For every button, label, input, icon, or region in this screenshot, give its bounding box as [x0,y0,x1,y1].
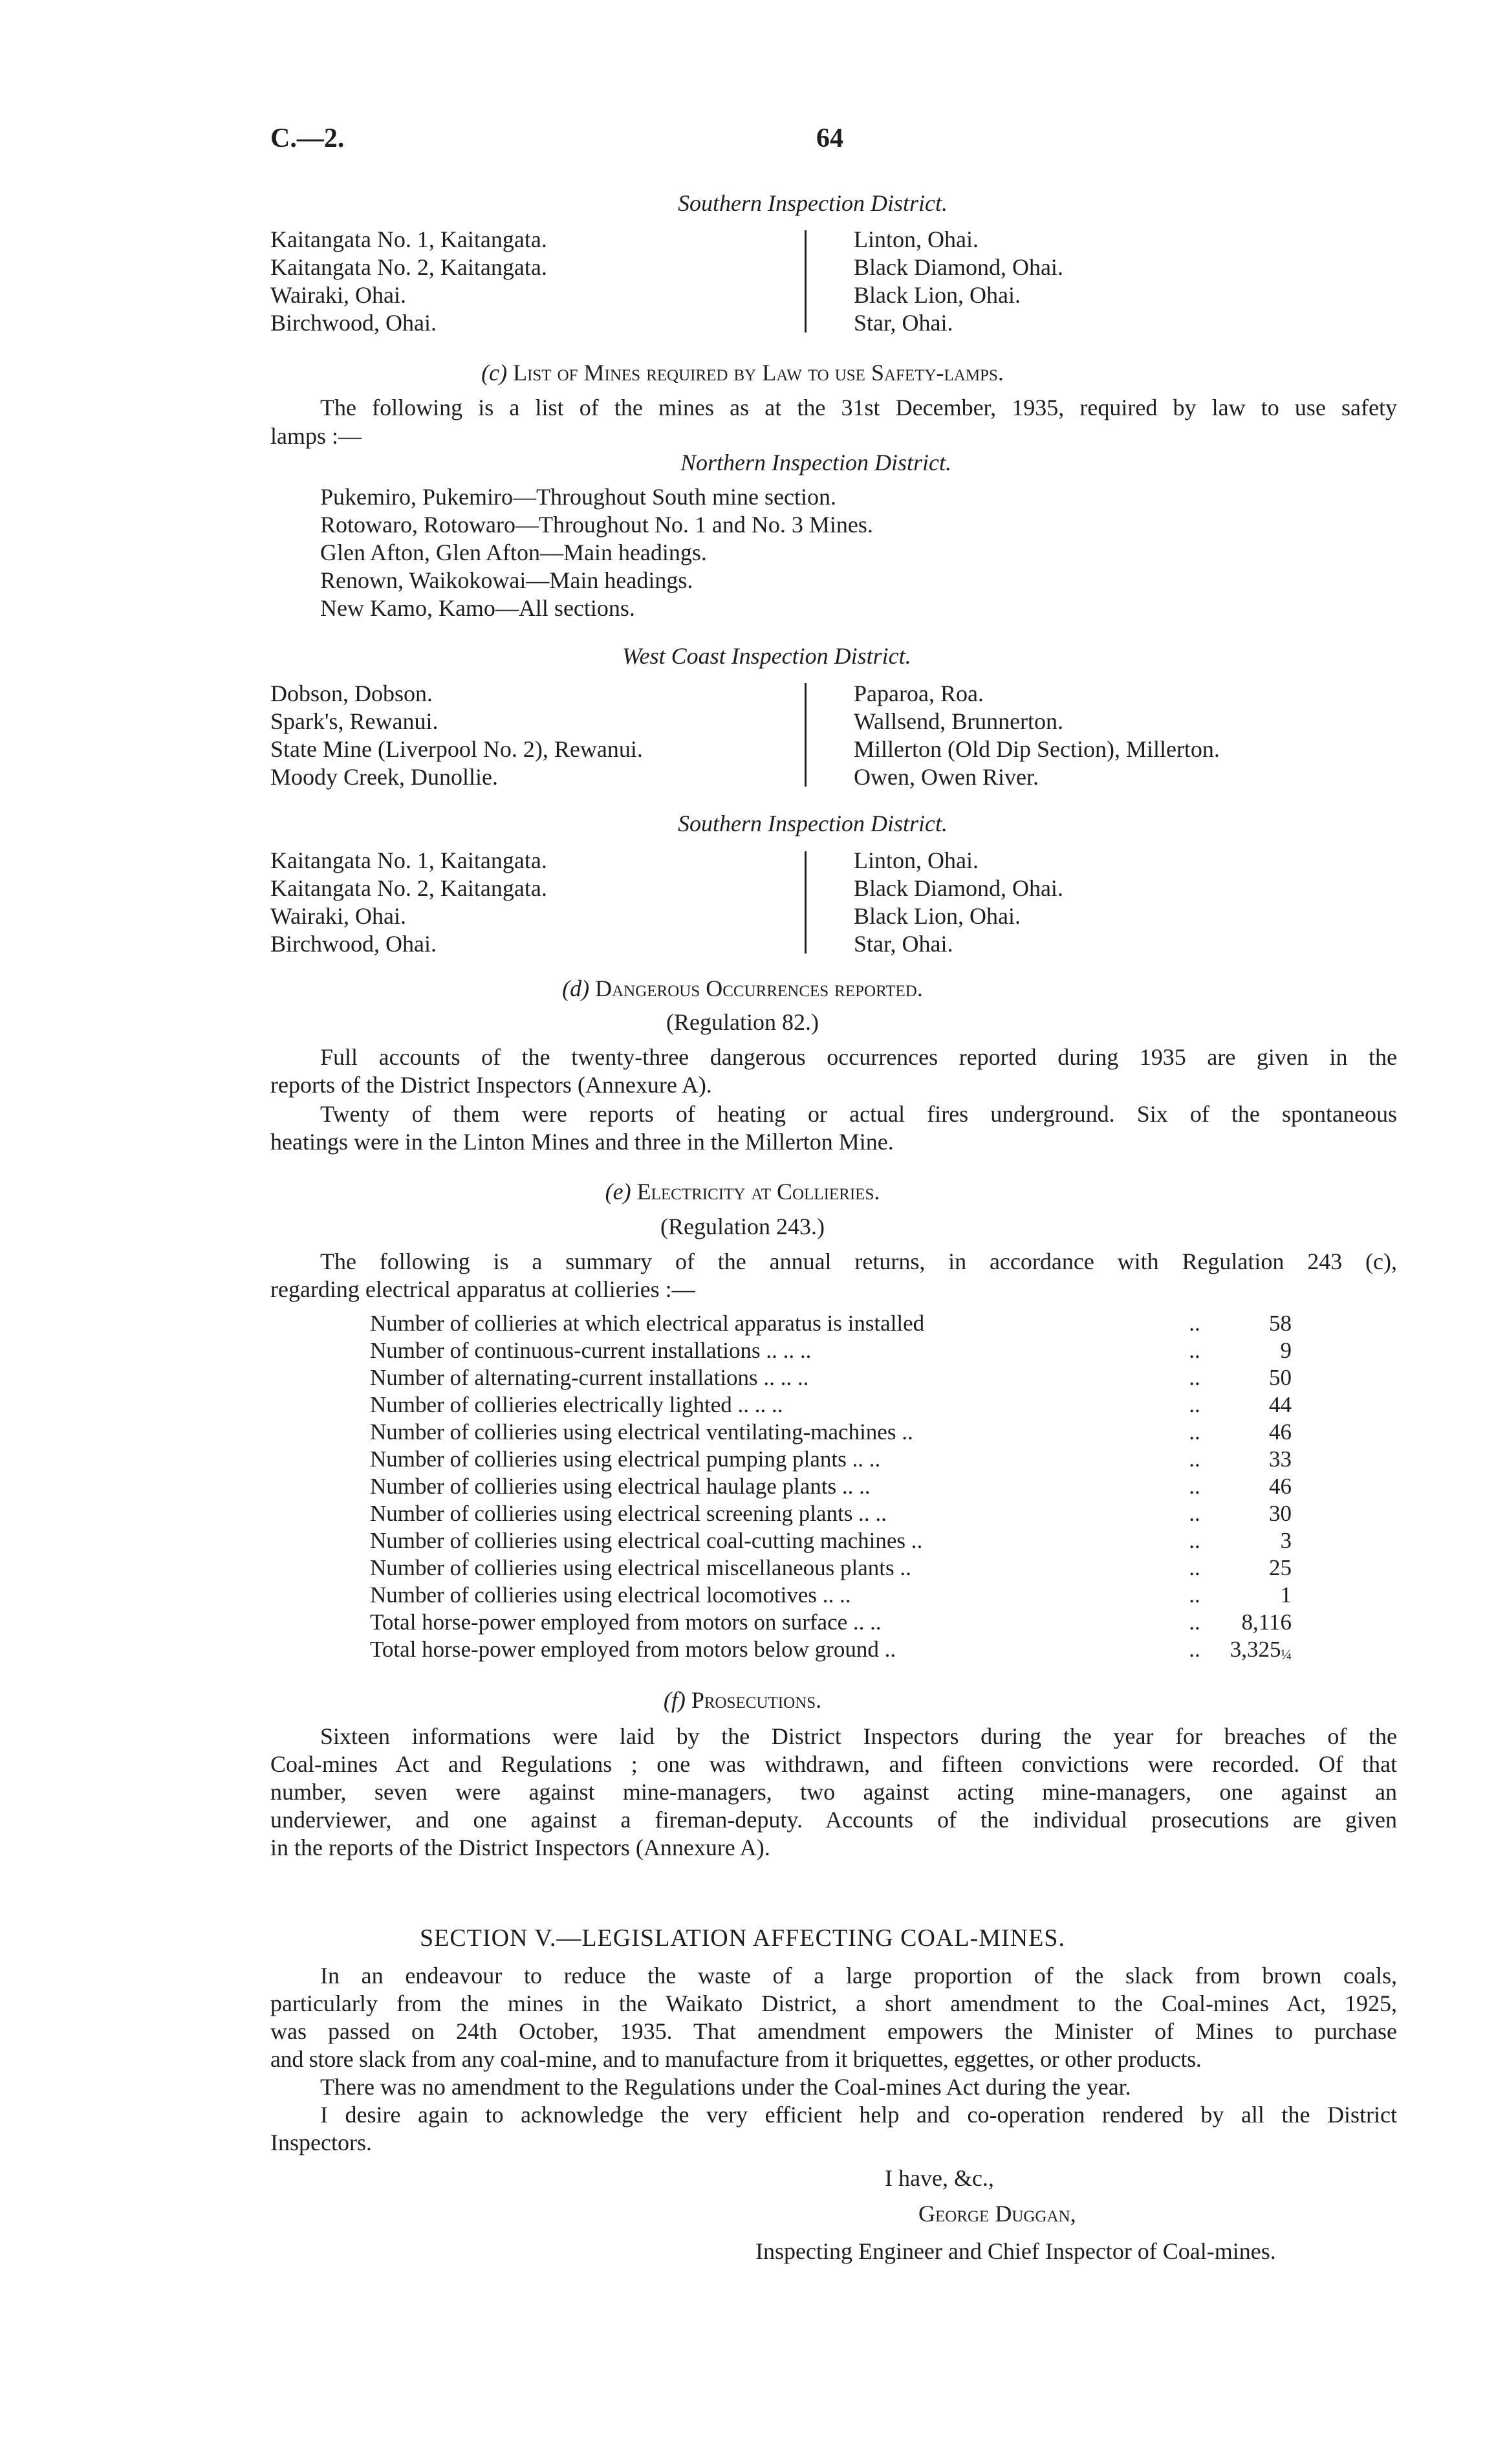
mine-list-item: Linton, Ohai. [854,226,979,252]
row-leader: .. [1189,1365,1200,1390]
mine-list-item: Kaitangata No. 2, Kaitangata. [270,254,547,280]
mine-list-item: Renown, Waikokowai—Main headings. [320,567,693,593]
section-c-label: (c) [481,360,508,386]
row-label: Number of continuous-current installations .. .. .. [370,1338,812,1363]
mine-list-item: Black Diamond, Ohai. [854,254,1063,280]
section-v-paragraph-end: Inspectors. [270,2130,372,2155]
section-d-heading: Dangerous Occurrences reported. [595,976,923,1001]
section-c-heading: List of Mines required by Law to use Safety-lamps. [513,360,1004,386]
row-leader: .. [1189,1392,1200,1417]
section-v-paragraph: was passed on 24th October, 1935. That amendment empowers the Minister of Mines to purchase [270,2018,1397,2044]
row-value-fraction: ¼ [1281,1646,1292,1663]
table-row [370,1419,1292,1446]
row-value: 50 [1269,1365,1292,1390]
mine-list-item: Rotowaro, Rotowaro—Throughout No. 1 and No. 3 Mines. [320,512,873,538]
table-row [370,1609,1292,1636]
mine-list-item: Dobson, Dobson. [270,681,433,706]
signatory-title: Inspecting Engineer and Chief Inspector of Coal-mines. [755,2238,1276,2264]
row-leader: .. [1189,1609,1200,1635]
mine-list-item: Owen, Owen River. [854,764,1039,790]
table-row [370,1310,1292,1337]
section-f-paragraph-end: in the reports of the District Inspectors (Annexure A). [270,1835,770,1860]
mine-list-item: Birchwood, Ohai. [270,931,437,957]
row-label: Number of alternating-current installations .. .. .. [370,1365,809,1390]
row-leader: .. [1189,1637,1200,1662]
row-label: Number of collieries using electrical screening plants .. .. [370,1501,887,1526]
row-value: 33 [1269,1446,1292,1472]
section-v-paragraph: particularly from the mines in the Waikato District, a short amendment to the Coal-mines Act, 1925, [270,1990,1397,2016]
table-row [370,1473,1292,1500]
mine-list-item: Wairaki, Ohai. [270,903,407,929]
row-leader: .. [1189,1446,1200,1472]
table-row [370,1364,1292,1391]
row-label: Number of collieries using electrical ventilating-machines .. [370,1419,913,1445]
section-f-title [0,1686,1485,1714]
mine-list-item: Black Diamond, Ohai. [854,875,1063,901]
section-d-regulation: (Regulation 82.) [666,1009,819,1035]
section-e-intro: The following is a summary of the annual returns, in accordance with Regulation 243 (c), [320,1248,1397,1274]
column-divider [805,683,807,787]
section-v-paragraph: and store slack from any coal-mine, and to manufacture from it briquettes, eggettes, or other products. [270,2046,1202,2072]
mine-list-item: Wallsend, Brunnerton. [854,708,1064,734]
table-row [370,1446,1292,1473]
mine-list-item: Spark's, Rewanui. [270,708,439,734]
row-leader: .. [1189,1419,1200,1445]
section-c-intro-cont: lamps :— [270,423,362,449]
mine-list-item: Kaitangata No. 1, Kaitangata. [270,226,547,252]
row-leader: .. [1189,1555,1200,1580]
section-d-paragraph-cont: reports of the District Inspectors (Annexure A). [270,1072,712,1098]
mine-list-item: Pukemiro, Pukemiro—Throughout South mine section. [320,484,836,510]
west-coast-district-heading: West Coast Inspection District. [622,643,911,669]
row-label: Number of collieries using electrical locomotives .. .. [370,1582,851,1608]
row-value: 1 [1280,1582,1292,1608]
row-value-number: 3,325 [1230,1637,1281,1662]
row-value: 46 [1269,1419,1292,1445]
section-f-paragraph: Coal-mines Act and Regulations ; one was withdrawn, and fifteen convictions were recorded. Of that [270,1751,1397,1777]
row-label: Number of collieries using electrical coal-cutting machines .. [370,1528,923,1553]
mine-list-item: Wairaki, Ohai. [270,282,407,308]
row-label: Number of collieries using electrical haulage plants .. .. [370,1474,871,1499]
row-leader: .. [1189,1474,1200,1499]
section-d-label: (d) [562,976,590,1001]
row-label: Number of collieries electrically lighted .. .. .. [370,1392,783,1417]
row-value [1230,1636,1292,1668]
section-f-paragraph: underviewer, and one against a fireman-deputy. Accounts of the individual prosecutions are given [270,1807,1397,1833]
mine-list-item: Birchwood, Ohai. [270,310,437,336]
section-v-paragraph: I desire again to acknowledge the very efficient help and co-operation rendered by all the District [320,2102,1397,2128]
mine-list-item: Star, Ohai. [854,310,953,336]
row-value: 3 [1280,1528,1292,1553]
signatory-name: George Duggan, [918,2201,1076,2227]
row-value: 44 [1269,1392,1292,1417]
row-label: Total horse-power employed from motors below ground .. [370,1637,896,1662]
section-d-title [0,974,1485,1003]
section-f-paragraph: number, seven were against mine-managers, two against acting mine-managers, one against an [270,1779,1397,1805]
column-divider [805,851,807,954]
table-row [370,1391,1292,1419]
row-value: 58 [1269,1311,1292,1336]
closing-salutation: I have, &c., [885,2165,994,2191]
section-e-label: (e) [605,1179,631,1205]
mine-list-item: Kaitangata No. 1, Kaitangata. [270,847,547,873]
row-leader: .. [1189,1311,1200,1336]
row-value: 8,116 [1241,1609,1292,1635]
row-label: Total horse-power employed from motors on surface .. .. [370,1609,882,1635]
row-label: Number of collieries at which electrical apparatus is installed [370,1311,925,1336]
southern-district-heading: Southern Inspection District. [678,811,948,836]
mine-list-item: New Kamo, Kamo—All sections. [320,595,635,621]
mine-list-item: Paparoa, Roa. [854,681,984,706]
section-v-paragraph: In an endeavour to reduce the waste of a large proportion of the slack from brown coals, [320,1963,1397,1989]
mine-list-item: Black Lion, Ohai. [854,903,1021,929]
section-f-paragraph: Sixteen informations were laid by the District Inspectors during the year for breaches of the [320,1723,1397,1749]
row-value: 46 [1269,1474,1292,1499]
table-row [370,1500,1292,1527]
section-e-heading: Electricity at Collieries. [636,1179,880,1205]
mine-list-item: Black Lion, Ohai. [854,282,1021,308]
section-c-intro: The following is a list of the mines as at the 31st December, 1935, required by law to use safety [320,395,1397,420]
section-v-paragraph: There was no amendment to the Regulations under the Coal-mines Act during the year. [320,2074,1131,2100]
mine-list-item: Millerton (Old Dip Section), Millerton. [854,736,1220,762]
mine-list-item: State Mine (Liverpool No. 2), Rewanui. [270,736,643,762]
southern-district-heading: Southern Inspection District. [678,190,948,216]
section-v-heading: SECTION V.—LEGISLATION AFFECTING COAL-MINES. [420,1924,1065,1952]
table-row [370,1337,1292,1364]
mine-list-item: Glen Afton, Glen Afton—Main headings. [320,540,707,565]
table-row [370,1636,1292,1663]
row-leader: .. [1189,1582,1200,1608]
table-row [370,1582,1292,1609]
column-divider [805,230,807,333]
row-value: 30 [1269,1501,1292,1526]
page-number: 64 [816,124,843,153]
northern-district-heading: Northern Inspection District. [680,450,951,475]
table-row [370,1554,1292,1582]
table-row [370,1527,1292,1554]
row-label: Number of collieries using electrical pumping plants .. .. [370,1446,881,1472]
mine-list-item: Star, Ohai. [854,931,953,957]
section-c-title [0,358,1485,387]
row-leader: .. [1189,1338,1200,1363]
section-d-paragraph: Full accounts of the twenty-three dangerous occurrences reported during 1935 are given in the [320,1044,1397,1070]
mine-list-item: Linton, Ohai. [854,847,979,873]
row-leader: .. [1189,1528,1200,1553]
mine-list-item: Kaitangata No. 2, Kaitangata. [270,875,547,901]
section-f-label: (f) [663,1687,686,1713]
section-e-regulation: (Regulation 243.) [660,1214,825,1239]
row-label: Number of collieries using electrical miscellaneous plants .. [370,1555,911,1580]
section-d-paragraph: Twenty of them were reports of heating or actual fires underground. Six of the spontaneous [320,1101,1397,1127]
section-e-intro-cont: regarding electrical apparatus at collieries :— [270,1276,695,1302]
row-value: 9 [1280,1338,1292,1363]
section-f-heading: Prosecutions. [691,1687,822,1713]
section-d-paragraph-cont: heatings were in the Linton Mines and three in the Millerton Mine. [270,1129,894,1155]
document-reference: C.—2. [270,124,345,153]
row-value: 25 [1269,1555,1292,1580]
section-e-title [0,1177,1485,1206]
mine-list-item: Moody Creek, Dunollie. [270,764,498,790]
row-leader: .. [1189,1501,1200,1526]
